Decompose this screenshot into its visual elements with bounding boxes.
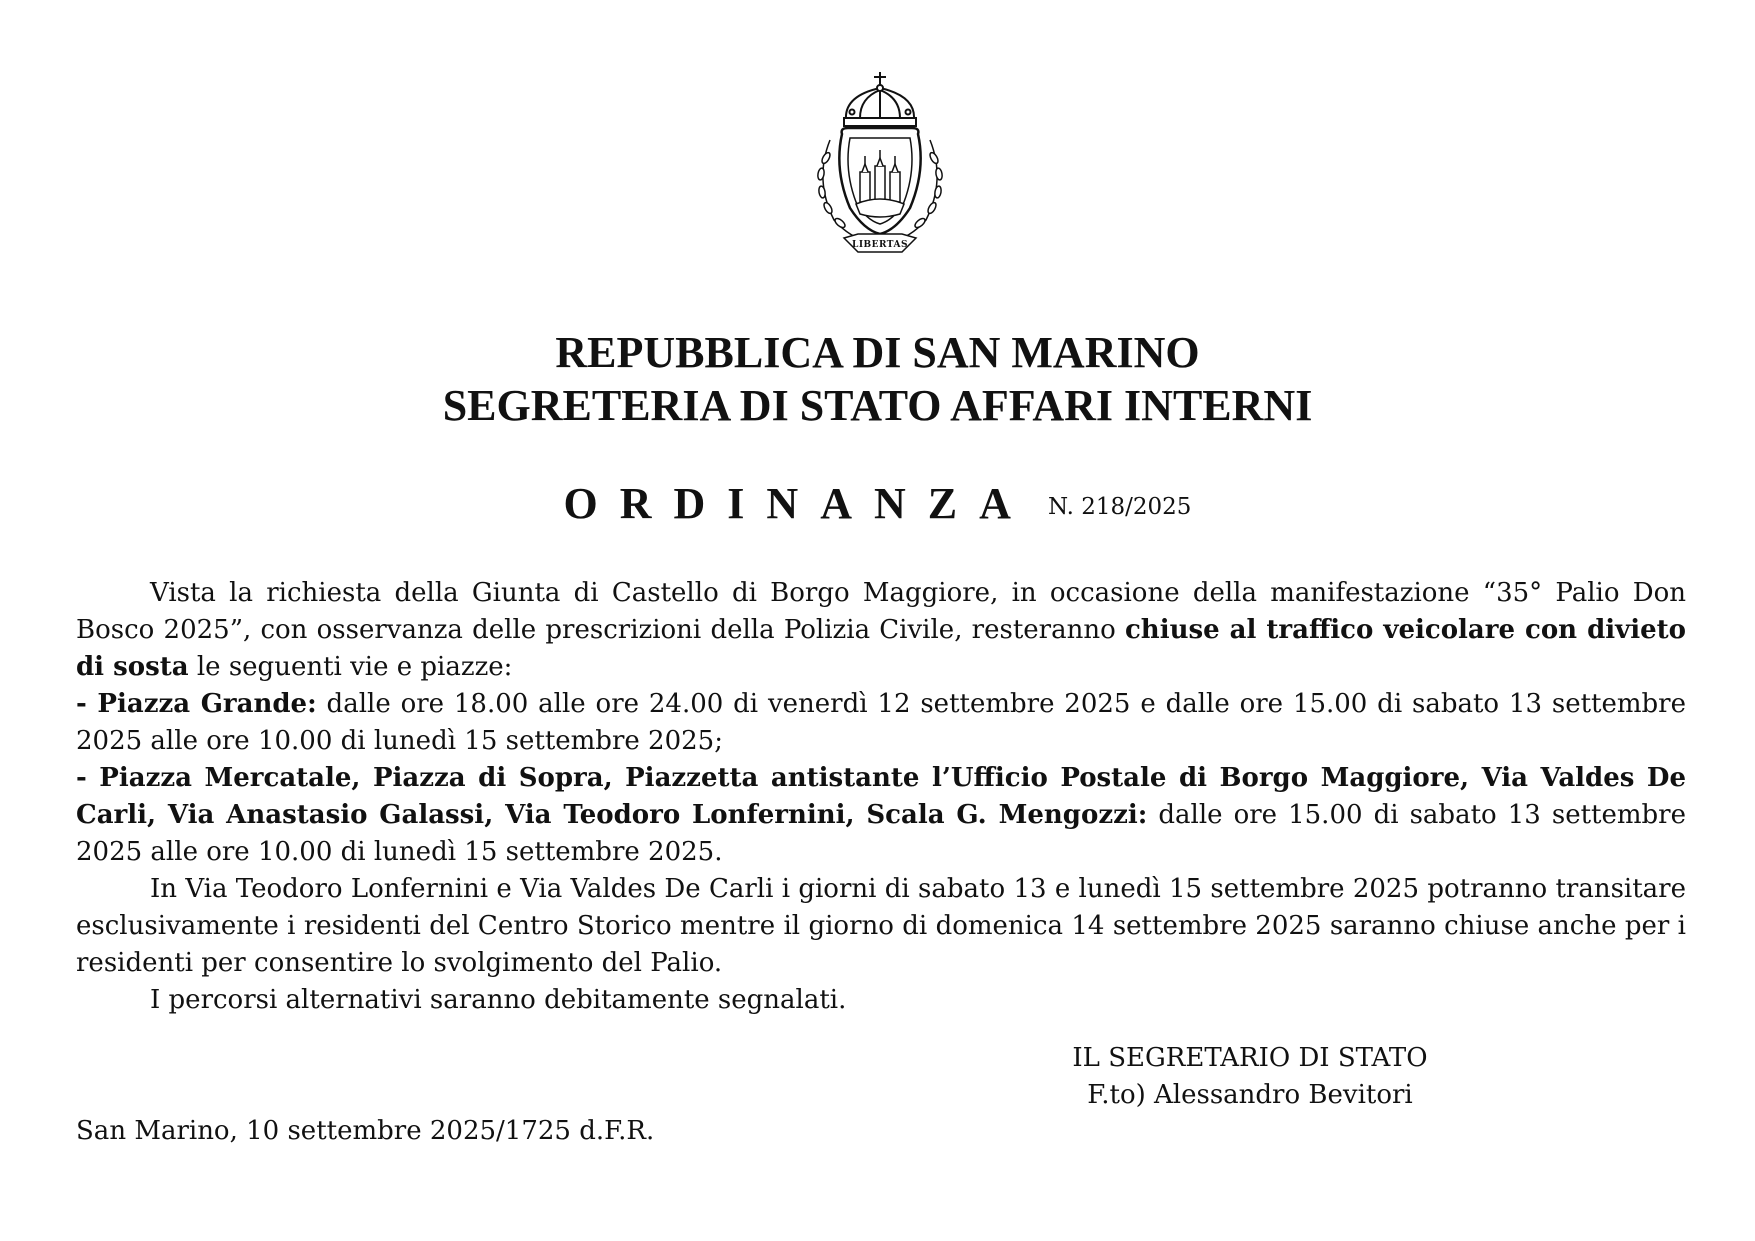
emblem-motto: LIBERTAS [851,240,909,250]
ordinanza-title: ORDINANZA [563,479,1033,528]
paragraph-alternatives: I percorsi alternativi saranno debitamente segnalati. [150,985,847,1015]
ordinanza-body [76,575,1686,1019]
signature-role: IL SEGRETARIO DI STATO [1072,1043,1428,1073]
paragraph-request-text: Vista la richiesta della Giunta di Castello di Borgo Maggiore, in occasione della manifestazione “35° Palio Don Bosco 2025”, con osservanza delle prescrizioni della Polizia Civile, resteranno [76,578,1686,645]
signature-name: F.to) Alessandro Bevitori [1087,1080,1413,1110]
item-other-streets [76,760,1686,871]
signature-block [1040,1040,1460,1114]
item-other-streets-title: - Piazza Mercatale, Piazza di Sopra, Piazzetta antistante l’Ufficio Postale di Borgo Maggiore, Via Valdes De Carli, Via Anastasio Galassi, Via Teodoro Lonfernini, Scala G. Mengozzi: [76,763,1686,830]
paragraph-residents: In Via Teodoro Lonfernini e Via Valdes De Carli i giorni di sabato 13 e lunedì 15 settembre 2025 potranno transitare esclusivamente i residenti del Centro Storico mentre il giorno di domenica 14 settembre 2025 saranno chiuse anche per i residenti per consentire lo svolgimento del Palio. [76,874,1686,978]
item-piazza-grande-text: dalle ore 18.00 alle ore 24.00 di venerdì 12 settembre 2025 e dalle ore 15.00 di sabato 13 settembre 2025 alle ore 10.00 di lunedì 15 settembre 2025; [76,689,1686,756]
item-piazza-grande-title: - Piazza Grande: [76,689,317,719]
item-piazza-grande [76,686,1686,760]
paragraph-request-bold: chiuse al traffico veicolare con divieto di sosta [76,615,1687,682]
paragraph-request [76,575,1686,686]
header-secretariat: SEGRETERIA DI STATO AFFARI INTERNI [442,381,1313,430]
ordinanza-title-line [0,478,1755,529]
ordinanza-number: N. 218/2025 [1047,494,1192,520]
coat-of-arms-emblem [800,70,960,260]
place-date: San Marino, 10 settembre 2025/1725 d.F.R. [76,1116,655,1146]
header-republic: REPUBBLICA DI SAN MARINO [555,328,1200,377]
item-other-streets-text: dalle ore 15.00 di sabato 13 settembre 2025 alle ore 10.00 di lunedì 15 settembre 2025. [76,800,1686,867]
paragraph-request-end: le seguenti vie e piazze: [188,652,513,682]
